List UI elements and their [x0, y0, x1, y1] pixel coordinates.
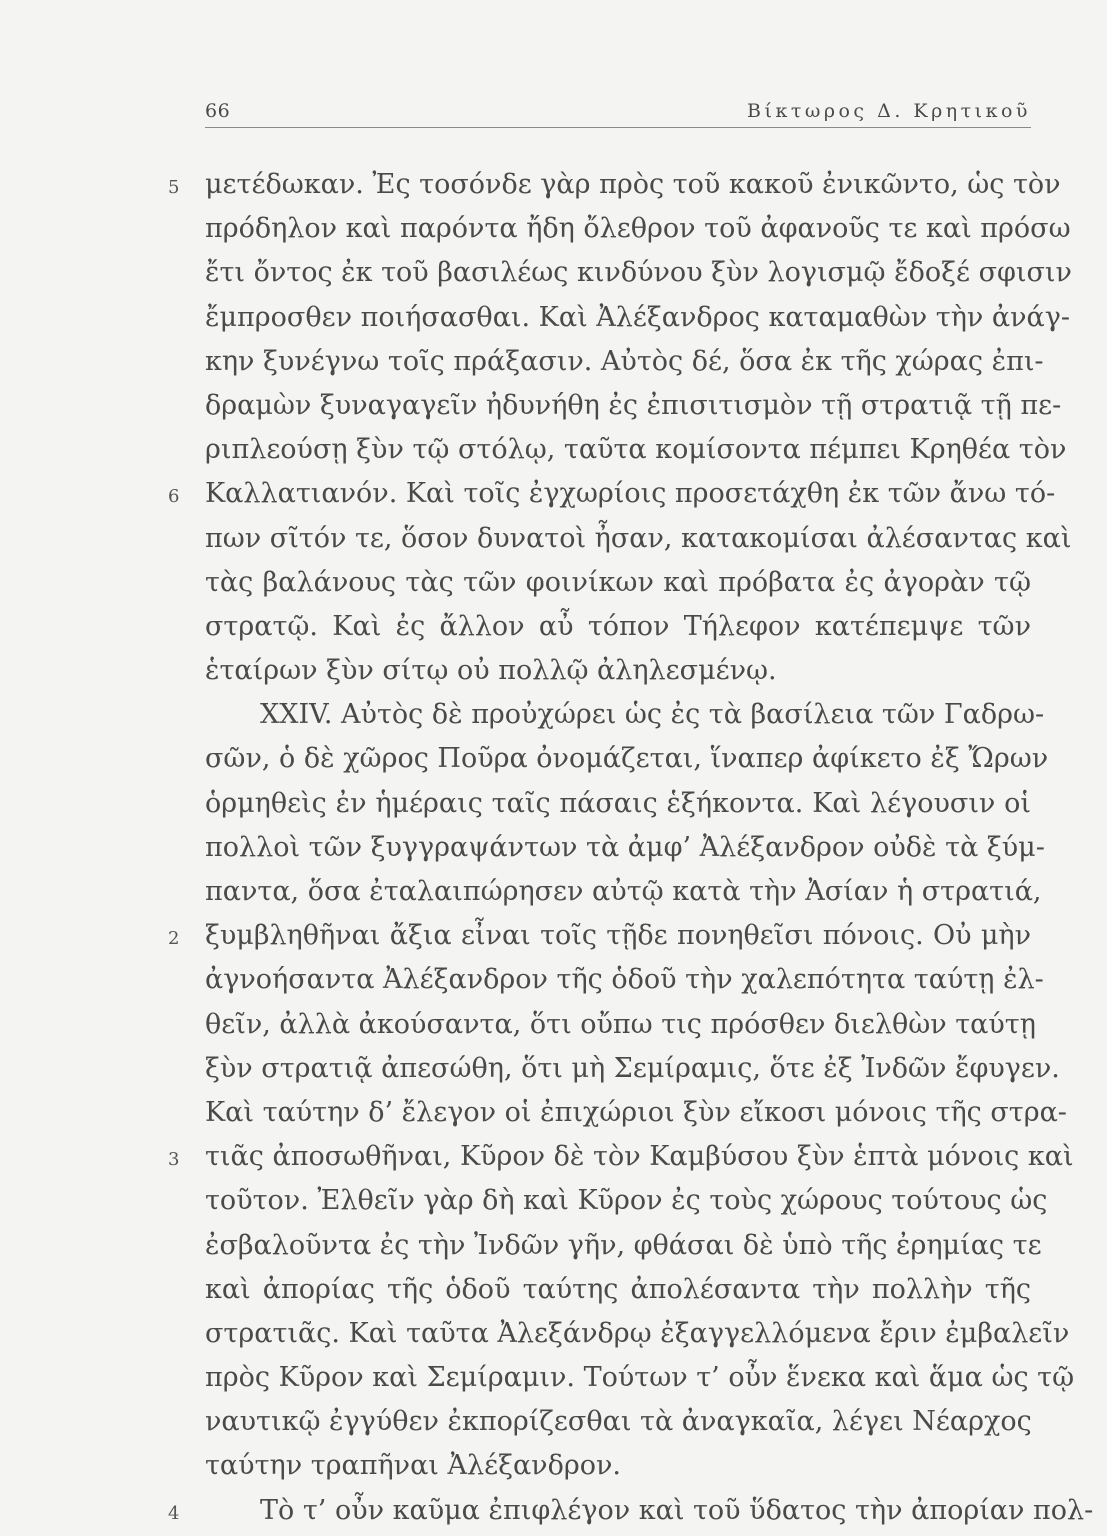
text-line [0, 649, 1107, 693]
line-text: Τὸ τ’ οὖν καῦμα ἐπιφλέγον καὶ τοῦ ὕδατος τὴν ἀπορίαν πολ- [260, 1494, 1094, 1526]
line-text: ἔτι ὄντος ἐκ τοῦ βασιλέως κινδύνου ξὺν λογισμῷ ἔδοξέ σφισιν [205, 257, 1072, 289]
line-text: ριπλεούσῃ ξὺν τῷ στόλῳ, ταῦτα κομίσοντα πέμπει Κρηθέα τὸν [205, 434, 1067, 466]
text-line [0, 737, 1107, 781]
line-text: ἀγνοήσαντα Ἀλέξανδρον τῆς ὁδοῦ τὴν χαλεπότητα ταύτῃ ἐλ- [205, 964, 1044, 996]
text-line [0, 296, 1107, 340]
line-text: ἑταίρων ξὺν σίτῳ οὐ πολλῷ ἀληλεσμένῳ. [205, 655, 777, 687]
text-line [0, 472, 1107, 516]
line-text: ἐσβαλοῦντα ἐς τὴν Ἰνδῶν γῆν, φθάσαι δὲ ὑπὸ τῆς ἐρημίας τε [205, 1229, 1042, 1261]
text-line [0, 693, 1107, 737]
line-text: πολλοὶ τῶν ξυγγραψάντων τὰ ἀμφ’ Ἀλέξανδρον οὐδὲ τὰ ξύμ- [205, 831, 1045, 863]
text-line [0, 605, 1107, 649]
line-text: κην ξυνέγνω τοῖς πράξασιν. Αὐτὸς δέ, ὅσα ἐκ τῆς χώρας ἐπι- [205, 345, 1044, 377]
body-text [0, 163, 1107, 1533]
header-rule [205, 127, 1031, 128]
text-line [0, 1400, 1107, 1444]
text-line [0, 428, 1107, 472]
text-line [0, 958, 1107, 1002]
line-text: ξυμβληθῆναι ἄξια εἶναι τοῖς τῇδε πονηθεῖσι πόνοις. Οὐ μὴν [205, 920, 1031, 952]
line-text: στρατιᾶς. Καὶ ταῦτα Ἀλεξάνδρῳ ἐξαγγελλόμενα ἔριν ἐμβαλεῖν [205, 1317, 1070, 1349]
line-text: Καλλατιανόν. Καὶ τοῖς ἐγχωρίοις προσετάχθη ἐκ τῶν ἄνω τό- [205, 478, 1056, 510]
line-text: ταύτην τραπῆναι Ἀλέξανδρον. [205, 1450, 621, 1482]
line-text: καὶ ἀπορίας τῆς ὁδοῦ ταύτης ἀπολέσαντα τὴν πολλὴν τῆς [205, 1273, 1031, 1305]
text-line [0, 1047, 1107, 1091]
section-marker: 4 [168, 1502, 180, 1524]
text-line [0, 826, 1107, 870]
line-text: τοῦτον. Ἐλθεῖν γὰρ δὴ καὶ Κῦρον ἐς τοὺς χώρους τούτους ὡς [205, 1185, 1048, 1217]
line-text: πρὸς Κῦρον καὶ Σεμίραμιν. Τούτων τ’ οὖν ἕνεκα καὶ ἅμα ὡς τῷ [205, 1362, 1075, 1394]
text-line [0, 914, 1107, 958]
text-line [0, 207, 1107, 251]
line-text: ἔμπροσθεν ποιήσασθαι. Καὶ Ἀλέξανδρος καταμαθὼν τὴν ἀνάγ- [205, 301, 1071, 333]
line-text: δραμὼν ξυναγαγεῖν ἠδυνήθη ἐς ἐπισιτισμὸν τῇ στρατιᾷ τῇ πε- [205, 389, 1062, 421]
text-line [0, 517, 1107, 561]
text-line [0, 1312, 1107, 1356]
text-line [0, 1135, 1107, 1179]
text-line [0, 1489, 1107, 1533]
text-line [0, 163, 1107, 207]
section-marker: 3 [168, 1149, 180, 1171]
text-line [0, 1091, 1107, 1135]
text-line [0, 340, 1107, 384]
line-text: στρατῷ. Καὶ ἐς ἄλλον αὖ τόπον Τήλεφον κατέπεμψε τῶν [205, 610, 1031, 642]
text-line [0, 1444, 1107, 1488]
line-text: ξὺν στρατιᾷ ἀπεσώθη, ὅτι μὴ Σεμίραμις, ὅτε ἐξ Ἰνδῶν ἔφυγεν. [205, 1052, 1060, 1084]
text-line [0, 251, 1107, 295]
running-head-author: Βίκτωρος Δ. Κρητικοῦ [747, 100, 1031, 122]
text-line [0, 1224, 1107, 1268]
line-text: μετέδωκαν. Ἐς τοσόνδε γὰρ πρὸς τοῦ κακοῦ ἐνικῶντο, ὡς τὸν [205, 169, 1061, 200]
line-text: ναυτικῷ ἐγγύθεν ἐκπορίζεσθαι τὰ ἀναγκαῖα, λέγει Νέαρχος [205, 1406, 1032, 1438]
line-text: πων σῖτόν τε, ὅσον δυνατοὶ ἦσαν, κατακομίσαι ἀλέσαντας καὶ [205, 522, 1072, 554]
line-text: Καὶ ταύτην δ’ ἔλεγον οἱ ἐπιχώριοι ξὺν εἴκοσι μόνοις τῆς στρα- [205, 1096, 1067, 1128]
line-text: XXIV. Αὐτὸς δὲ προὐχώρει ὡς ἐς τὰ βασίλεια τῶν Γαδρω- [260, 699, 1045, 731]
line-text: ὁρμηθεὶς ἐν ἡμέραις ταῖς πάσαις ἑξήκοντα. Καὶ λέγουσιν οἱ [205, 787, 1031, 819]
line-text: τιᾶς ἀποσωθῆναι, Κῦρον δὲ τὸν Καμβύσου ξὺν ἑπτὰ μόνοις καὶ [205, 1141, 1074, 1173]
text-line [0, 1003, 1107, 1047]
line-text: τὰς βαλάνους τὰς τῶν φοινίκων καὶ πρόβατα ἐς ἀγορὰν τῷ [205, 566, 1031, 598]
line-text: πρόδηλον καὶ παρόντα ἤδη ὄλεθρον τοῦ ἀφανοῦς τε καὶ πρόσω [205, 213, 1071, 245]
text-line [0, 782, 1107, 826]
section-marker: 2 [168, 928, 180, 950]
section-marker: 5 [168, 177, 180, 198]
running-head [205, 96, 1031, 128]
section-marker: 6 [168, 486, 180, 508]
text-line [0, 870, 1107, 914]
text-line [0, 561, 1107, 605]
text-line [0, 1268, 1107, 1312]
line-text: σῶν, ὁ δὲ χῶρος Ποῦρα ὀνομάζεται, ἵναπερ ἀφίκετο ἐξ Ὤρων [205, 743, 1049, 775]
text-line [0, 1356, 1107, 1400]
text-line [0, 384, 1107, 428]
text-line [0, 1179, 1107, 1223]
line-text: θεῖν, ἀλλὰ ἀκούσαντα, ὅτι οὔπω τις πρόσθεν διελθὼν ταύτῃ [205, 1008, 1036, 1040]
page-number: 66 [205, 100, 231, 122]
line-text: παντα, ὅσα ἐταλαιπώρησεν αὐτῷ κατὰ τὴν Ἀσίαν ἡ στρατιά, [205, 876, 1042, 907]
